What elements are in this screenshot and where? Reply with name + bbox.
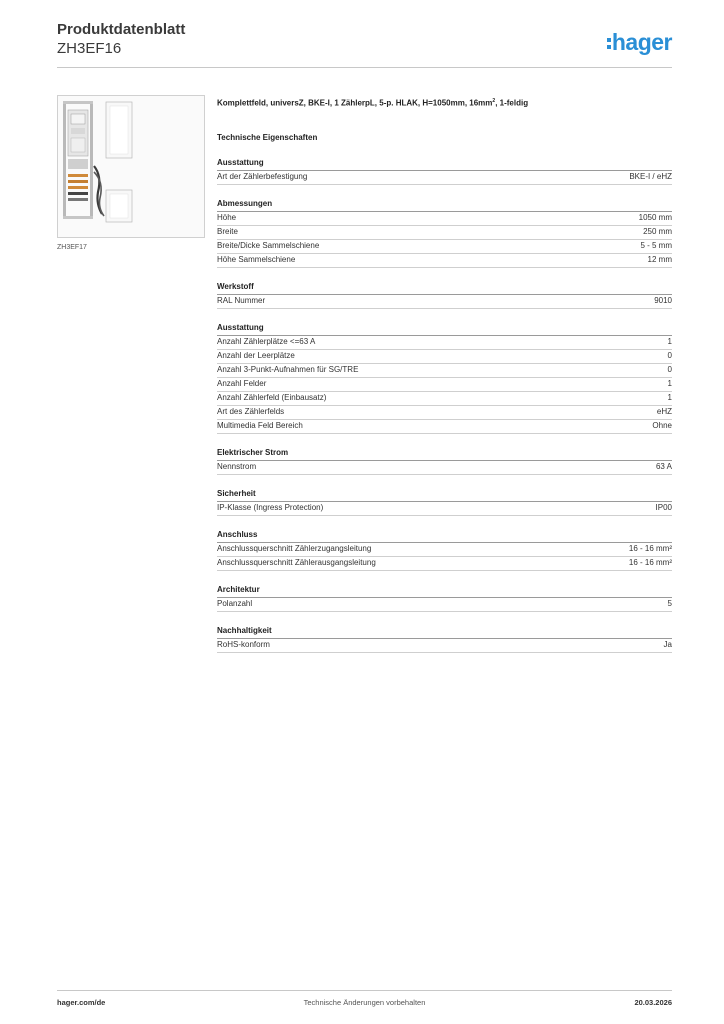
spec-label: Breite — [217, 227, 238, 237]
spec-group — [217, 625, 672, 653]
spec-row — [217, 598, 672, 612]
spec-row — [217, 240, 672, 254]
spec-row — [217, 461, 672, 475]
spec-row — [217, 254, 672, 268]
document-title: Produktdatenblatt — [57, 21, 186, 38]
logo-dots-icon — [607, 35, 611, 52]
spec-value: Ja — [663, 640, 672, 650]
image-caption: ZH3EF17 — [57, 244, 87, 251]
spec-label: Art der Zählerbefestigung — [217, 172, 308, 182]
product-illustration-icon — [58, 96, 204, 237]
spec-value: 250 mm — [643, 227, 672, 237]
spec-row — [217, 364, 672, 378]
spec-group-title: Werkstoff — [217, 281, 672, 295]
spec-group-title: Elektrischer Strom — [217, 447, 672, 461]
spec-label: Anzahl der Leerplätze — [217, 351, 295, 361]
spec-group — [217, 281, 672, 309]
spec-row — [217, 502, 672, 516]
spec-label: Breite/Dicke Sammelschiene — [217, 241, 320, 251]
spec-group-title: Ausstattung — [217, 157, 672, 171]
spec-label: Anschlussquerschnitt Zählerzugangsleitung — [217, 544, 372, 554]
spec-value: 1 — [667, 393, 672, 403]
hager-logo — [607, 29, 672, 55]
spec-value: 0 — [667, 351, 672, 361]
product-specifications — [217, 95, 672, 653]
spec-label: Art des Zählerfelds — [217, 407, 285, 417]
spec-label: Anzahl Zählerplätze <=63 A — [217, 337, 316, 347]
spec-group — [217, 488, 672, 516]
spec-group — [217, 447, 672, 475]
spec-row — [217, 406, 672, 420]
spec-value: 9010 — [654, 296, 672, 306]
spec-value: 1 — [667, 379, 672, 389]
spec-group — [217, 322, 672, 434]
spec-group-title: Sicherheit — [217, 488, 672, 502]
spec-label: Nennstrom — [217, 462, 257, 472]
spec-group-title: Architektur — [217, 584, 672, 598]
spec-label: Höhe Sammelschiene — [217, 255, 296, 265]
spec-row — [217, 350, 672, 364]
footer-disclaimer: Technische Änderungen vorbehalten — [303, 998, 426, 1007]
spec-groups — [217, 157, 672, 653]
footer-date: 20.03.2026 — [634, 998, 672, 1007]
spec-group-title: Anschluss — [217, 529, 672, 543]
spec-label: Polanzahl — [217, 599, 253, 609]
technical-properties-heading: Technische Eigenschaften — [217, 132, 318, 142]
spec-label: RAL Nummer — [217, 296, 266, 306]
spec-value: 5 — [667, 599, 672, 609]
spec-value: eHZ — [656, 407, 672, 417]
product-description — [217, 95, 672, 110]
spec-value: 12 mm — [647, 255, 672, 265]
spec-group-title: Ausstattung — [217, 322, 672, 336]
product-code: ZH3EF16 — [57, 40, 122, 57]
spec-row — [217, 336, 672, 350]
spec-value: 16 - 16 mm² — [628, 544, 672, 554]
spec-row — [217, 557, 672, 571]
spec-value: BKE-I / eHZ — [629, 172, 672, 182]
logo-text: hager — [611, 29, 672, 55]
spec-label: RoHS-konform — [217, 640, 270, 650]
spec-value: IP00 — [655, 503, 672, 513]
spec-value: 1050 mm — [638, 213, 672, 223]
spec-group-title: Nachhaltigkeit — [217, 625, 672, 639]
spec-group — [217, 198, 672, 268]
spec-label: IP-Klasse (Ingress Protection) — [217, 503, 324, 513]
footer-divider — [57, 990, 672, 991]
spec-label: Multimedia Feld Bereich — [217, 421, 303, 431]
spec-group — [217, 529, 672, 571]
spec-label: Anzahl Felder — [217, 379, 267, 389]
footer-website[interactable]: hager.com/de — [57, 998, 106, 1007]
spec-row — [217, 295, 672, 309]
spec-row — [217, 171, 672, 185]
spec-value: 16 - 16 mm² — [628, 558, 672, 568]
spec-row — [217, 420, 672, 434]
spec-label: Anzahl 3-Punkt-Aufnahmen für SG/TRE — [217, 365, 359, 375]
spec-group — [217, 157, 672, 185]
spec-group-title: Abmessungen — [217, 198, 672, 212]
header — [57, 20, 672, 70]
spec-value: 63 A — [655, 462, 672, 472]
product-description-main: Komplettfeld, universZ, BKE-I, 1 ZählerpL, 5-p. HLAK, H=1050mm, 16mm — [217, 98, 493, 108]
spec-row — [217, 378, 672, 392]
spec-row — [217, 543, 672, 557]
spec-value: 1 — [667, 337, 672, 347]
spec-label: Anschlussquerschnitt Zählerausgangsleitung — [217, 558, 376, 568]
product-description-end: , 1-feldig — [495, 98, 529, 108]
spec-value: Ohne — [652, 421, 672, 431]
spec-value: 5 - 5 mm — [640, 241, 672, 251]
spec-label: Höhe — [217, 213, 237, 223]
product-description-superscript: 2 — [492, 98, 496, 104]
spec-row — [217, 212, 672, 226]
spec-row — [217, 226, 672, 240]
spec-value: 0 — [667, 365, 672, 375]
product-image — [57, 95, 205, 238]
spec-label: Anzahl Zählerfeld (Einbausatz) — [217, 393, 327, 403]
spec-group — [217, 584, 672, 612]
spec-row — [217, 392, 672, 406]
header-divider — [57, 67, 672, 68]
spec-row — [217, 639, 672, 653]
